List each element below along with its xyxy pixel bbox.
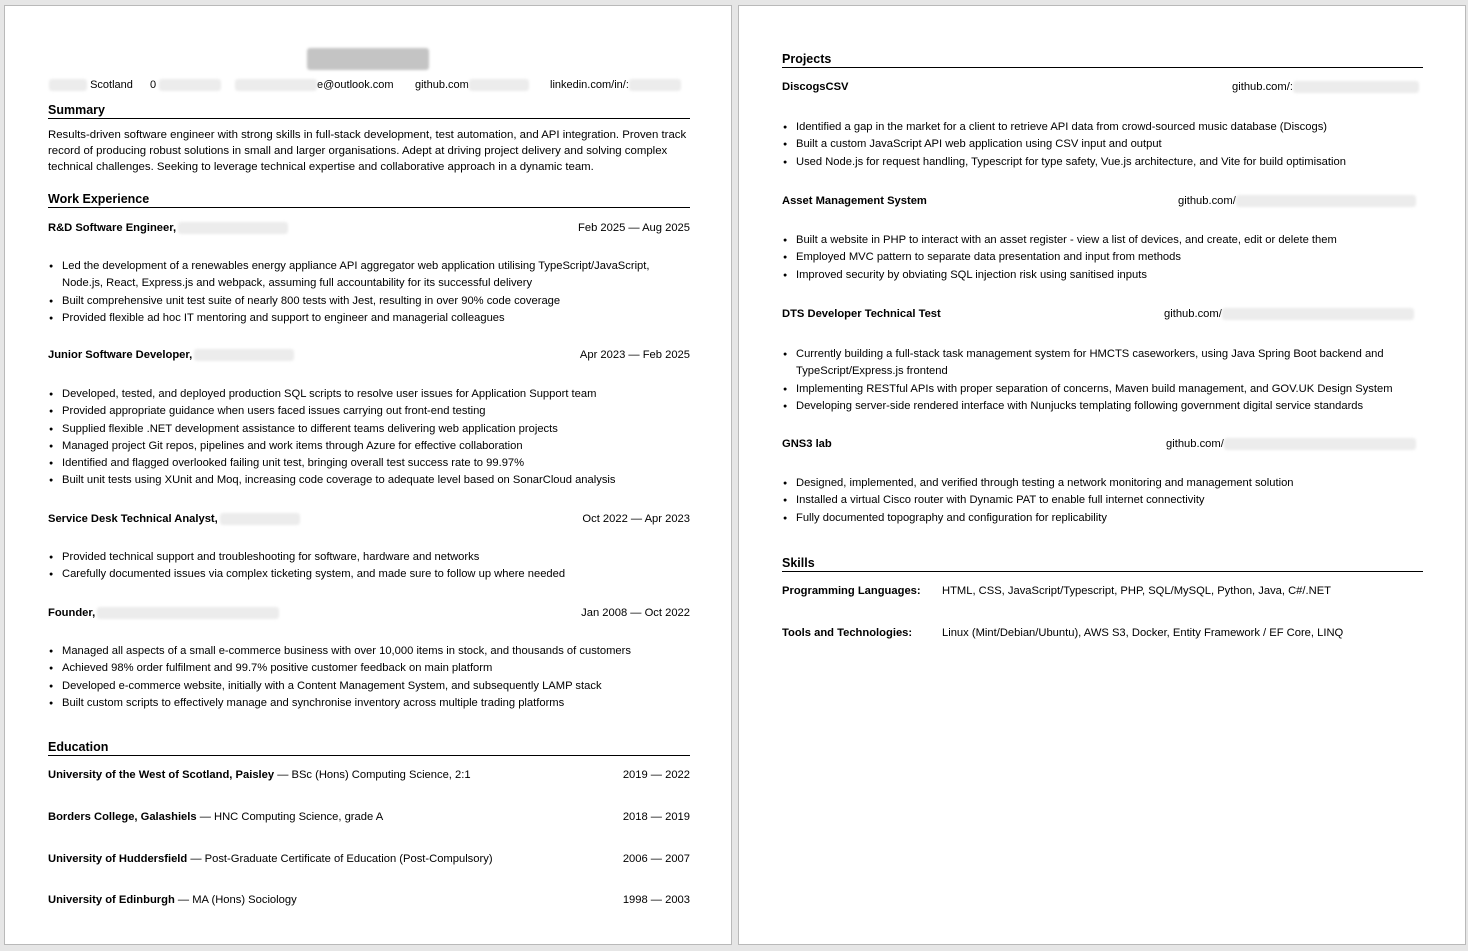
project-title: DTS Developer Technical Test (782, 308, 941, 320)
location: Scotland (49, 78, 133, 92)
bullet-item: ● Identified and flagged overlooked failing unit test, bringing overall test success rate to 99.97% (48, 455, 690, 472)
education-years: 2006 — 2007 (622, 853, 690, 865)
skill-value: HTML, CSS, JavaScript/Typescript, PHP, SQL/MySQL, Python, Java, C#/.NET (942, 585, 1331, 597)
bullet-item: ● Used Node.js for request handling, Typescript for type safety, Vue.js architecture, and Vite for build optimisation (782, 154, 1423, 171)
bullet-item: ● Provided technical support and troubleshooting for software, hardware and networks (48, 549, 690, 566)
job-dates: Oct 2022 — Apr 2023 (582, 513, 690, 525)
qualification: — BSc (Hons) Computing Science, 2:1 (274, 769, 471, 781)
bullet-item: ● Developed, tested, and deployed production SQL scripts to resolve user issues for Application Support team (48, 386, 690, 403)
education-heading: Education (48, 739, 690, 756)
qualification: — HNC Computing Science, grade A (196, 811, 384, 823)
job-header (48, 348, 690, 362)
skill-label: Tools and Technologies: (782, 627, 913, 639)
bullet-item: ● Achieved 98% order fulfilment and 99.7% positive customer feedback on main platform (48, 660, 690, 677)
job-header (48, 606, 690, 620)
education-years: 1998 — 2003 (622, 894, 690, 906)
job-dates: Apr 2023 — Feb 2025 (579, 349, 690, 361)
bullet-item: ● Built unit tests using XUnit and Moq, increasing code coverage to adequate level based on SonarCloud analysis (48, 472, 690, 489)
candidate-name (5, 48, 731, 70)
bullet-item: ● Employed MVC pattern to separate data presentation and input from methods (782, 249, 1423, 266)
project-bullets (782, 232, 1423, 284)
project-github-link[interactable]: github.com/ (1166, 437, 1416, 451)
resume-page-2 (738, 5, 1466, 945)
job-title: Service Desk Technical Analyst, (48, 513, 218, 525)
job-title: Junior Software Developer, (48, 349, 193, 361)
qualification: — Post-Graduate Certificate of Education (Post-Compulsory) (187, 853, 493, 865)
github-link[interactable]: github.com (415, 78, 529, 92)
bullet-item: ● Provided flexible ad hoc IT mentoring and support to engineer and managerial colleagues (48, 310, 690, 327)
project-bullets (782, 119, 1423, 171)
project-bullets (782, 475, 1423, 527)
education-years: 2018 — 2019 (622, 811, 690, 823)
institution: University of the West of Scotland, Paisley (48, 769, 275, 781)
project-bullets (782, 346, 1423, 415)
skill-value: Linux (Mint/Debian/Ubuntu), AWS S3, Docker, Entity Framework / EF Core, LINQ (942, 627, 1344, 639)
summary-heading: Summary (48, 102, 690, 119)
linkedin-link[interactable]: linkedin.com/in/: (550, 78, 681, 92)
skills-heading: Skills (782, 555, 1423, 572)
resume-page-1 (4, 5, 732, 945)
bullet-item: ● Developing server-side rendered interface with Nunjucks templating following government digital service standards (782, 398, 1423, 415)
bullet-item: ● Managed project Git repos, pipelines and work items through Azure for effective collaboration (48, 438, 690, 455)
bullet-item: ● Built comprehensive unit test suite of nearly 800 tests with Jest, resulting in over 90% code coverage (48, 293, 690, 310)
education-entry (48, 852, 690, 866)
qualification: — MA (Hons) Sociology (174, 894, 297, 906)
job-title: R&D Software Engineer, (48, 222, 177, 234)
job-dates: Jan 2008 — Oct 2022 (581, 607, 690, 619)
job-bullets (48, 643, 690, 712)
project-github-link[interactable]: github.com/ (1178, 194, 1416, 208)
bullet-item: ● Improved security by obviating SQL injection risk using sanitised inputs (782, 267, 1423, 284)
project-title: GNS3 lab (782, 438, 832, 450)
bullet-item: ● Built a website in PHP to interact with an asset register - view a list of devices, and create, edit or delete them (782, 232, 1423, 249)
job-bullets (48, 549, 690, 584)
bullet-item: ● Managed all aspects of a small e-commerce business with over 10,000 items in stock, and thousands of customers (48, 643, 690, 660)
bullet-item: ● Identified a gap in the market for a client to retrieve API data from crowd-sourced music database (Discogs) (782, 119, 1423, 136)
institution: Borders College, Galashiels (48, 811, 197, 823)
summary-text: Results-driven software engineer with strong skills in full-stack development, test automation, and API integration. Proven track record of producing robust solutions in small and larger organisations. Adept at driving project delivery and solving complex technical challenges. Seeking to leverage technical expertise and collaborative approach in a dynamic team. (48, 129, 687, 173)
project-header (782, 307, 1423, 321)
job-dates: Feb 2025 — Aug 2025 (578, 222, 690, 234)
bullet-item: ● Fully documented topography and configuration for replicability (782, 510, 1423, 527)
job-title: Founder, (48, 607, 96, 619)
bullet-item: ● Provided appropriate guidance when users faced issues carrying out front-end testing (48, 403, 690, 420)
project-github-link[interactable]: github.com/ (1164, 307, 1414, 321)
bullet-item: ● Carefully documented issues via complex ticketing system, and made sure to follow up where needed (48, 566, 690, 583)
job-header (48, 221, 690, 235)
bullet-item: ● Designed, implemented, and verified through testing a network monitoring and management solution (782, 475, 1423, 492)
work-experience-heading: Work Experience (48, 191, 690, 208)
bullet-item: ● Supplied flexible .NET development assistance to different teams delivering web application projects (48, 421, 690, 438)
education-entry (48, 893, 690, 907)
job-bullets (48, 258, 690, 327)
bullet-item: ● Currently building a full-stack task management system for HMCTS caseworkers, using Java Spring Boot backend and TypeScript/Express.js frontend (782, 346, 1423, 381)
email: e@outlook.com (235, 78, 394, 92)
project-header (782, 194, 1423, 208)
job-header (48, 512, 690, 526)
project-title: Asset Management System (782, 195, 927, 207)
redacted-name (307, 48, 429, 70)
bullet-item: ● Led the development of a renewables energy appliance API aggregator web application utilising TypeScript/JavaScript, Node.js, React, Express.js and webpack, assuming full accountability for its successful delivery (48, 258, 690, 293)
bullet-item: ● Built custom scripts to effectively manage and synchronise inventory across multiple trading platforms (48, 695, 690, 712)
bullet-item: ● Implementing RESTful APIs with proper separation of concerns, Maven build management, and GOV.UK Design System (782, 381, 1423, 398)
education-entry (48, 810, 690, 824)
skill-label: Programming Languages: (782, 585, 921, 597)
project-header (782, 437, 1423, 451)
project-title: DiscogsCSV (782, 81, 849, 93)
projects-heading: Projects (782, 51, 1423, 68)
project-github-link[interactable]: github.com/: (1232, 80, 1419, 94)
project-header (782, 80, 1423, 94)
bullet-item: ● Developed e-commerce website, initially with a Content Management System, and subsequently LAMP stack (48, 678, 690, 695)
institution: University of Huddersfield (48, 853, 188, 865)
job-bullets (48, 386, 690, 490)
education-entry (48, 768, 690, 782)
phone: 0 (150, 78, 221, 92)
institution: University of Edinburgh (48, 894, 175, 906)
bullet-item: ● Built a custom JavaScript API web application using CSV input and output (782, 136, 1423, 153)
education-years: 2019 — 2022 (622, 769, 690, 781)
bullet-item: ● Installed a virtual Cisco router with Dynamic PAT to enable full internet connectivity (782, 492, 1423, 509)
